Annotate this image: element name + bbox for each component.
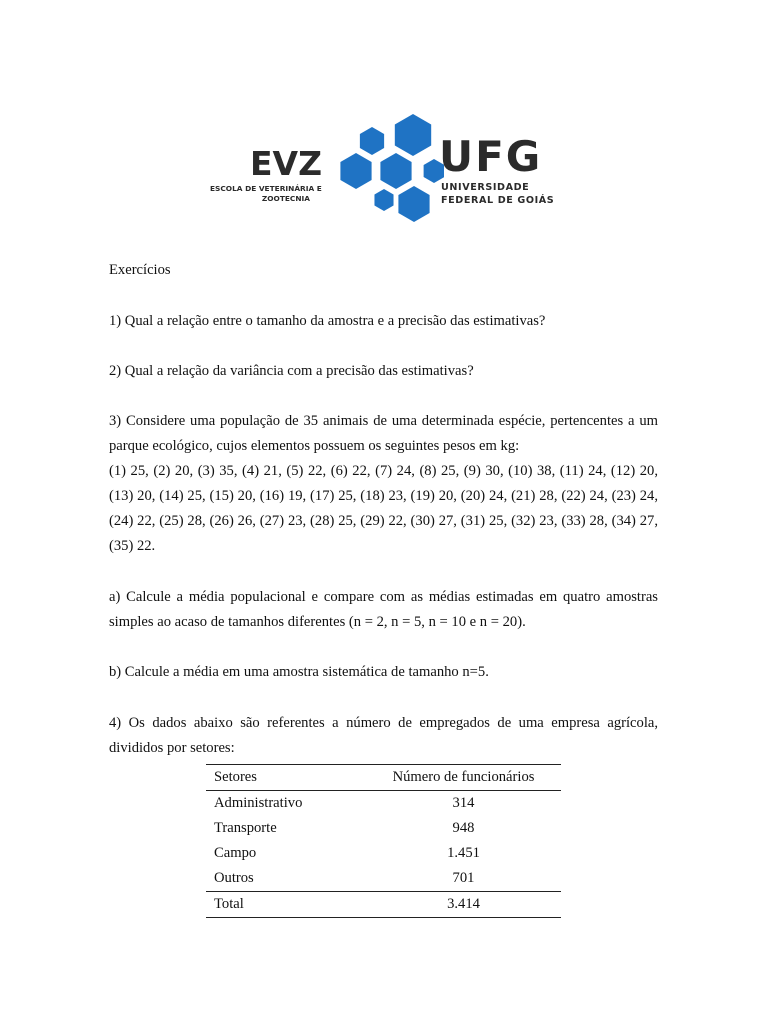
logo-hexagon: [340, 153, 371, 189]
table-row: [206, 816, 561, 841]
table-row: [206, 791, 561, 817]
table-row: [206, 866, 561, 892]
sector-cell: Campo: [214, 845, 257, 861]
evz-logo-subtitle: ESCOLA DE VETERINÁRIA E ZOOTECNIA: [210, 184, 322, 203]
sector-cell: Administrativo: [214, 795, 303, 811]
question-1: 1) Qual a relação entre o tamanho da amostra e a precisão das estimativas?: [109, 313, 546, 329]
question-4-intro: 4) Os dados abaixo são referentes a número de empregados de uma empresa agrícola, divididos por setores:: [109, 715, 658, 756]
question-2: 2) Qual a relação da variância com a precisão das estimativas?: [109, 363, 474, 379]
total-label-cell: Total: [214, 896, 244, 912]
evz-logo-text: EVZ: [250, 144, 323, 183]
total-value-cell: 3.414: [447, 896, 480, 912]
logo-hexagon: [380, 153, 411, 189]
count-cell: 948: [452, 820, 475, 836]
logo-hexagon: [360, 127, 384, 155]
evz-ufg-logo: [206, 88, 556, 258]
section-heading: Exercícios: [109, 262, 171, 278]
table-row: [206, 841, 561, 866]
question-3a: a) Calcule a média populacional e compare com as médias estimadas em quatro amostras simples ao acaso de tamanhos diferentes (n = 2, n = 5, n = 10 e n = 20).: [109, 589, 658, 630]
count-cell: 701: [452, 870, 475, 886]
column-header-funcionarios: Número de funcionários: [392, 769, 535, 785]
table-header-row: [206, 765, 561, 791]
ufg-logo-text: UFG: [439, 132, 543, 181]
ufg-logo-subtitle: UNIVERSIDADE FEDERAL DE GOIÁS: [441, 182, 555, 206]
count-cell: 314: [452, 795, 475, 811]
sector-cell: Transporte: [214, 820, 277, 836]
hexagon-cluster-icon: [334, 114, 444, 226]
logo-hexagon: [395, 114, 431, 156]
logo-hexagon: [398, 186, 429, 222]
question-3-intro: 3) Considere uma população de 35 animais de uma determinada espécie, pertencentes a um parque ecológico, cujos elementos possuem os seguintes pesos em kg:: [109, 413, 658, 454]
question-3b: b) Calcule a média em uma amostra sistemática de tamanho n=5.: [109, 664, 489, 680]
table-total-row: [206, 892, 561, 918]
count-cell: 1.451: [447, 845, 480, 861]
column-header-setores: Setores: [214, 769, 257, 785]
logo-hexagon: [374, 189, 393, 211]
employees-table: [206, 764, 561, 918]
sector-cell: Outros: [214, 870, 254, 886]
question-3-weights: (1) 25, (2) 20, (3) 35, (4) 21, (5) 22, (6) 22, (7) 24, (8) 25, (9) 30, (10) 38, (11) 24, (12) 20, (13) 20, (14) 25, (15) 20, (16) 19, (17) 25, (18) 23, (19) 20, (20) 24, (21) 28, (22) 24, (23) 24, (24) 22, (25) 28, (26) 26, (27) 23, (28) 25, (29) 22, (30) 27, (31) 25, (32) 23, (33) 28, (34) 27, (35) 22.: [109, 463, 658, 554]
